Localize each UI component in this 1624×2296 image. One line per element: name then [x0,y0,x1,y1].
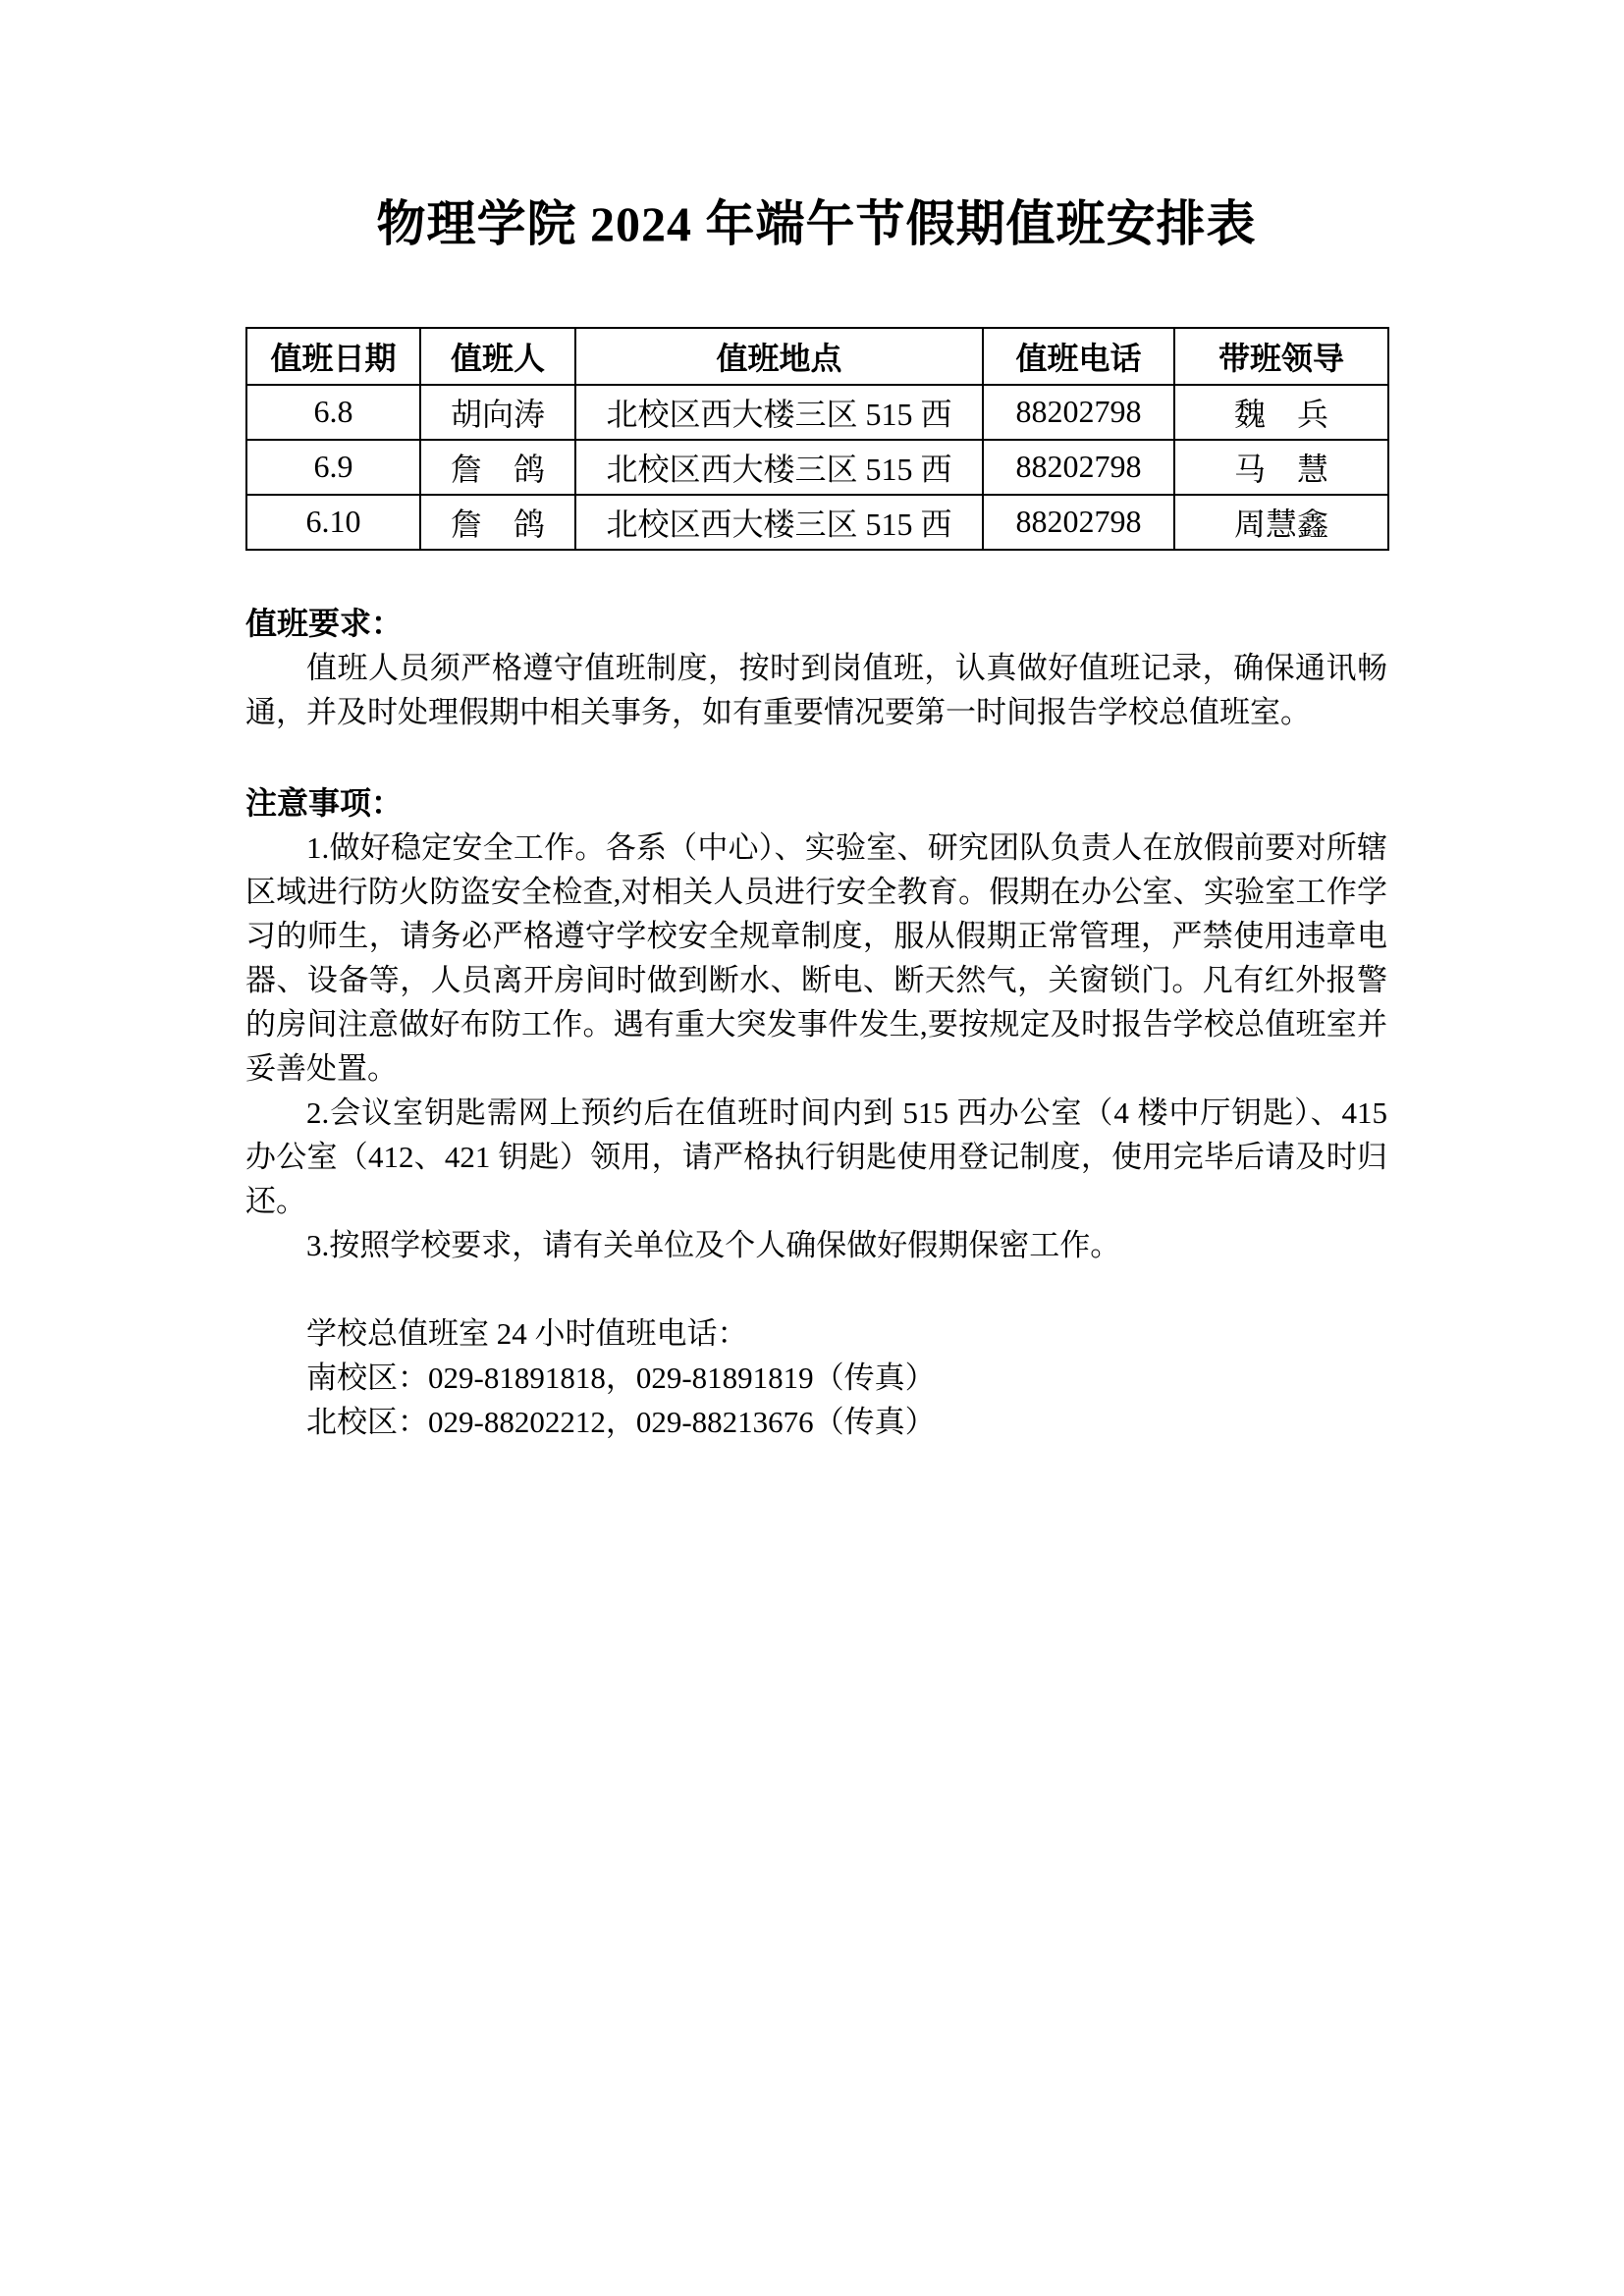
cell-phone: 88202798 [983,385,1174,440]
table-header-duty-phone: 值班电话 [983,328,1174,385]
requirements-heading: 值班要求： [245,605,404,641]
cell-leader: 周慧鑫 [1174,495,1388,550]
duty-schedule-table [245,327,1389,551]
cell-leader: 魏 兵 [1174,385,1388,440]
cell-date: 6.10 [246,495,420,550]
cell-phone: 88202798 [983,495,1174,550]
table-header-duty-date: 值班日期 [246,328,420,385]
cell-person: 胡向涛 [420,385,575,440]
notes-item-1: 1.做好稳定安全工作。各系（中心）、实验室、研究团队负责人在放假前要对所辖区域进行防火防盗安全检查,对相关人员进行安全教育。假期在办公室、实验室工作学习的师生，请务必严格遵守学校安全规章制度，服从假期正常管理，严禁使用违章电器、设备等，人员离开房间时做到断水、断电、断天然气，关窗锁门。凡有红外报警的房间注意做好布防工作。遇有重大突发事件发生,要按规定及时报告学校总值班室并妥善处置。 [245,829,1387,1086]
table-row [246,385,1388,440]
document-title: 物理学院 2024 年端午节假期值班安排表 [376,196,1257,251]
notes-heading: 注意事项： [245,784,404,821]
requirements-paragraph: 值班人员须严格遵守值班制度，按时到岗值班，认真做好值班记录，确保通讯畅通，并及时处理假期中相关事务，如有重要情况要第一时间报告学校总值班室。 [245,650,1387,729]
cell-person: 詹 鸽 [420,440,575,495]
cell-location: 北校区西大楼三区 515 西 [575,440,983,495]
cell-location: 北校区西大楼三区 515 西 [575,385,983,440]
notes-item-3: 3.按照学校要求，请有关单位及个人确保做好假期保密工作。 [306,1227,1121,1262]
notes-item-2: 2.会议室钥匙需网上预约后在值班时间内到 515 西办公室（4 楼中厅钥匙）、415 办公室（412、421 钥匙）领用，请严格执行钥匙使用登记制度，使用完毕后请及时归还。 [245,1095,1387,1218]
cell-person: 詹 鸽 [420,495,575,550]
cell-phone: 88202798 [983,440,1174,495]
table-header-row [246,328,1388,385]
table-header-duty-leader: 带班领导 [1174,328,1388,385]
table-row [246,495,1388,550]
hotline-section [245,1311,1387,1444]
cell-location: 北校区西大楼三区 515 西 [575,495,983,550]
notes-section [245,781,1387,1267]
requirements-section [245,602,1387,734]
cell-date: 6.9 [246,440,420,495]
cell-date: 6.8 [246,385,420,440]
table-header-duty-location: 值班地点 [575,328,983,385]
hotline-north-campus: 北校区：029-88202212，029-88213676（传真） [306,1404,936,1439]
hotline-south-campus: 南校区：029-81891818，029-81891819（传真） [306,1360,936,1395]
cell-leader: 马 慧 [1174,440,1388,495]
hotline-intro: 学校总值班室 24 小时值班电话： [306,1315,748,1351]
table-header-duty-person: 值班人 [420,328,575,385]
table-row [246,440,1388,495]
